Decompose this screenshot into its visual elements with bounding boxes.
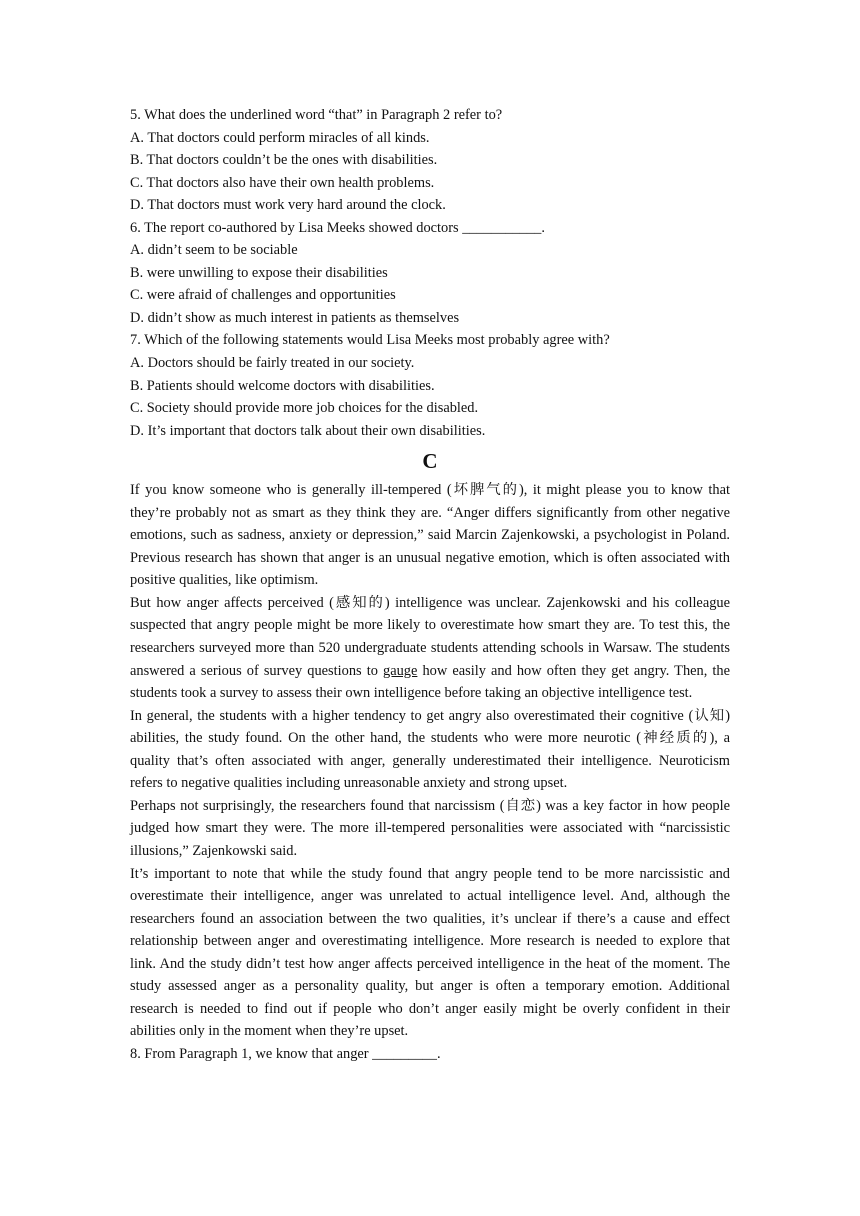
question-7-option-a: A. Doctors should be fairly treated in our society. — [130, 355, 415, 372]
question-7-option-b: B. Patients should welcome doctors with disabilities. — [130, 377, 435, 394]
document-page — [130, 104, 730, 1065]
passage-paragraph-5: It’s important to note that while the study found that angry people tend to be more narcissistic and overestimate their intelligence, anger was unrelated to actual intelligence level. And, although the researchers found an association between the two qualities, it’s unclear if there’s a cause and effect relationship between anger and overestimating intelligence. More research is needed to explore that link. And the study didn’t test how anger affects perceived intelligence in the heat of the moment. The study assessed anger as a personality quality, but anger is often a temporary emotion. Additional research is needed to find out if people who don’t anger easily might be overly confident in their abilities only in the moment when they’re upset. — [130, 865, 730, 1040]
paragraph-2-text-end: how easily and how often they get angry. Then, the students took a survey to assess their own intelligence before taking an objective intelligence test. — [130, 662, 730, 702]
question-8-stem: 8. From Paragraph 1, we know that anger _________. — [130, 1045, 441, 1062]
question-5-stem: 5. What does the underlined word “that” in Paragraph 2 refer to? — [130, 107, 503, 123]
question-5-option-a: A. That doctors could perform miracles of all kinds. — [130, 129, 430, 146]
passage-paragraph-4: Perhaps not surprisingly, the researchers found that narcissism (自恋) was a key factor in how people judged how smart they were. The more ill-tempered personalities were associated with “narcissistic illusions,” Zajenkowski said. — [130, 797, 730, 859]
question-6-option-d: D. didn’t show as much interest in patients as themselves — [130, 309, 460, 326]
passage-paragraph-1: If you know someone who is generally ill-tempered (坏脾气的), it might please you to know that they’re probably not as smart as they think they are. “Anger differs significantly from other negative emotions, such as sadness, anxiety or depression,” said Marcin Zajenkowski, a psychologist in Poland. Previous research has shown that anger is an unusual negative emotion, which is often associated with positive qualities, like optimism. — [130, 482, 730, 589]
question-7-option-d: D. It’s important that doctors talk about their own disabilities. — [130, 422, 486, 439]
question-5-option-c: C. That doctors also have their own health problems. — [130, 174, 435, 191]
passage-paragraph-3: In general, the students with a higher tendency to get angry also overestimated their cognitive (认知) abilities, the study found. On the other hand, the students who were more neurotic (神经质的), a quality that’s often associated with anger, generally underestimated their intelligence. Neuroticism refers to negative qualities including unreasonable anxiety and strong upset. — [130, 707, 730, 792]
question-6-option-b: B. were unwilling to expose their disabilities — [130, 264, 388, 281]
paragraph-2-text-start: But how anger affects perceived (感知的) intelligence was unclear. Zajenkowski and his colleague suspected that angry people might be more likely to overestimate how smart they are. To test this, the researchers surveyed more than 520 undergraduate students attending schools in Warsaw. The students answered a serious of survey questions to — [130, 594, 730, 679]
question-5-option-d: D. That doctors must work very hard around the clock. — [130, 197, 446, 214]
passage-paragraph-2 — [130, 592, 730, 705]
underlined-word-gauge: gauge — [383, 662, 418, 679]
question-5-option-b: B. That doctors couldn’t be the ones with disabilities. — [130, 152, 438, 169]
question-6-option-c: C. were afraid of challenges and opportunities — [130, 287, 396, 304]
section-heading: C — [422, 449, 438, 474]
question-6-option-a: A. didn’t seem to be sociable — [130, 242, 298, 259]
question-6-stem: 6. The report co-authored by Lisa Meeks showed doctors ___________. — [130, 219, 545, 236]
question-7-stem: 7. Which of the following statements would Lisa Meeks most probably agree with? — [130, 332, 610, 349]
question-7-option-c: C. Society should provide more job choices for the disabled. — [130, 400, 479, 417]
